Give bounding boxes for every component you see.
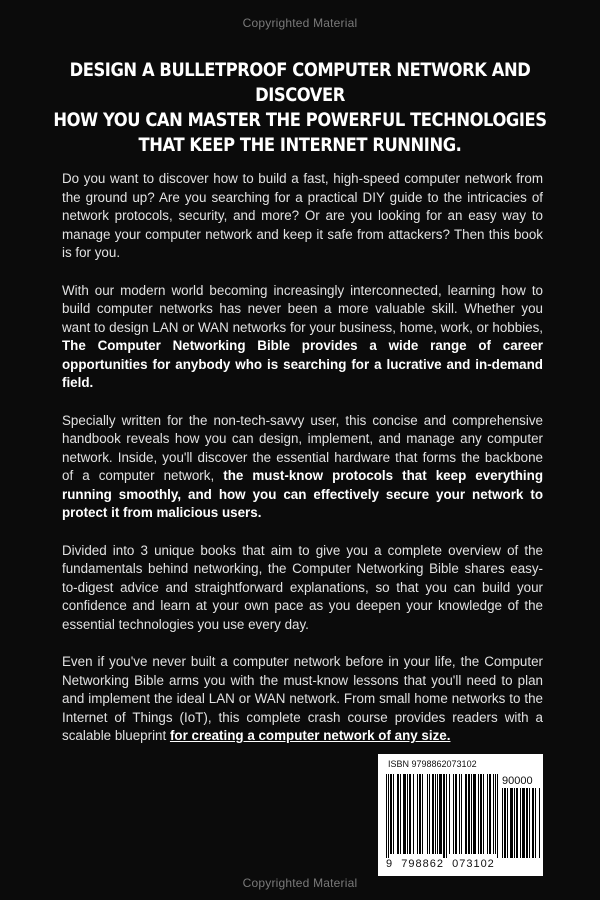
barcode-bar	[390, 774, 392, 854]
barcode-bar	[413, 774, 414, 854]
barcode-digit-group-2: 073102	[452, 858, 495, 870]
isbn-barcode	[378, 754, 543, 876]
barcode-bar	[480, 774, 482, 854]
barcode-bar	[461, 774, 462, 854]
barcode-bar	[526, 788, 528, 858]
barcode-bar	[459, 774, 460, 854]
barcode-bar	[514, 788, 515, 858]
barcode-bar	[520, 788, 521, 858]
barcode-bar	[522, 788, 525, 858]
headline	[42, 58, 558, 158]
barcode-digits	[386, 858, 495, 870]
paragraph-1: Do you want to discover how to build a fast, high-speed computer network from the ground up? Are you searching for a practical DIY guide to the intricacies of network protocols, security, and more? Or are you looking for an easy way to manage your computer network and keep it safe from attackers? Then this book is for you.	[62, 171, 543, 260]
barcode-bar	[400, 774, 401, 854]
book-description	[62, 170, 543, 765]
copyright-watermark-top: Copyrighted Material	[242, 16, 358, 30]
barcode-bar	[487, 774, 488, 854]
paragraph-5-underline: for creating a computer network of any size.	[169, 728, 451, 743]
barcode-bar	[386, 774, 387, 858]
paragraph-5-text: Even if you've never built a computer network before in your life, the Computer Networking Bible arms you with the must-know lessons that you'll need to plan and implement the ideal LAN or WAN network. From small home networks to the Internet of Things (IoT), this complete crash course provides readers with a scalable blueprint	[62, 654, 543, 743]
barcode-bar	[502, 788, 503, 858]
barcode-bar	[429, 774, 430, 854]
barcode-bar	[468, 774, 470, 854]
isbn-label: ISBN 9798862073102	[388, 759, 477, 769]
barcode-bar	[510, 788, 513, 858]
barcode-bar	[493, 774, 494, 854]
barcode-bar	[432, 774, 434, 854]
barcode-bar	[471, 774, 472, 854]
paragraph-5-emphasis	[170, 728, 451, 743]
barcode-bar	[437, 774, 438, 854]
paragraph-3-emphasis: the must-know protocols that keep everything running smoothly, and how you can effectively secure your network to protect it from malicious users.	[62, 468, 544, 520]
barcode-bar	[427, 774, 428, 854]
barcode-bar	[489, 774, 491, 854]
barcode-bar	[439, 774, 442, 854]
barcode-bar	[539, 788, 540, 858]
barcode-bar	[535, 788, 536, 858]
headline-line-2: HOW YOU CAN MASTER THE POWERFUL TECHNOLOGIES	[53, 109, 547, 131]
ean13-barcode-bars	[384, 774, 499, 858]
copyright-watermark-bottom: Copyrighted Material	[242, 876, 358, 890]
barcode-bar	[435, 774, 436, 854]
paragraph-4: Divided into 3 unique books that aim to give you a complete overview of the fundamentals behind networking, the Computer Networking Bible shares easy-to-digest advice and straightforward explanations, so that you can build your confidence and learn at your own pace as you deepen your knowledge of the essential technologies you use every day.	[62, 542, 543, 632]
barcode-bar	[407, 774, 408, 854]
paragraph-2	[62, 282, 543, 393]
barcode-bar	[532, 788, 534, 858]
barcode-bar	[497, 774, 498, 858]
barcode-bar	[529, 788, 530, 858]
paragraph-2-text: With our modern world becoming increasingly interconnected, learning how to build computer networks has never been a more valuable skill. Whether you want to design LAN or WAN networks for your business, home, work, or hobbies,	[62, 282, 543, 335]
headline-line-3: THAT KEEP THE INTERNET RUNNING.	[138, 134, 462, 156]
paragraph-5	[62, 653, 543, 746]
barcode-bar	[516, 788, 518, 858]
barcode-bar	[455, 774, 457, 854]
price-code: 90000	[502, 775, 533, 787]
barcode-digit-group-1: 798862	[401, 858, 444, 870]
barcode-bar	[495, 774, 496, 854]
barcode-bar	[465, 774, 467, 854]
barcode-lead-digit: 9	[386, 858, 394, 870]
barcode-bar	[409, 774, 411, 854]
barcode-bar	[449, 774, 450, 854]
barcode-bar	[443, 774, 445, 858]
barcode-bar	[453, 774, 454, 854]
barcode-bar	[388, 774, 389, 858]
paragraph-3-text: Specially written for the non-tech-savvy user, this concise and comprehensive handbook reveals how you can design, implement, and manage any computer network. Inside, you'll discover the essential hardware that forms the backbone of a computer network,	[62, 412, 543, 483]
price-addon-barcode-bars	[500, 788, 540, 862]
headline-line-1: DESIGN A BULLETPROOF COMPUTER NETWORK AND DISCOVER	[69, 59, 531, 106]
paragraph-2-emphasis: The Computer Networking Bible provides a wide range of career opportunities for anybody who is searching for a lucrative and in-demand field.	[62, 338, 543, 390]
barcode-bar	[507, 788, 508, 858]
barcode-bar	[446, 774, 447, 858]
barcode-bar	[403, 774, 406, 854]
barcode-bar	[397, 774, 399, 854]
barcode-bar	[422, 774, 423, 854]
barcode-bar	[473, 774, 476, 854]
paragraph-3	[62, 412, 543, 523]
barcode-bar	[393, 774, 394, 854]
barcode-bar	[419, 774, 421, 854]
barcode-bar	[478, 774, 479, 854]
barcode-bar	[483, 774, 484, 854]
barcode-bar	[504, 788, 506, 858]
barcode-bar	[417, 774, 418, 854]
